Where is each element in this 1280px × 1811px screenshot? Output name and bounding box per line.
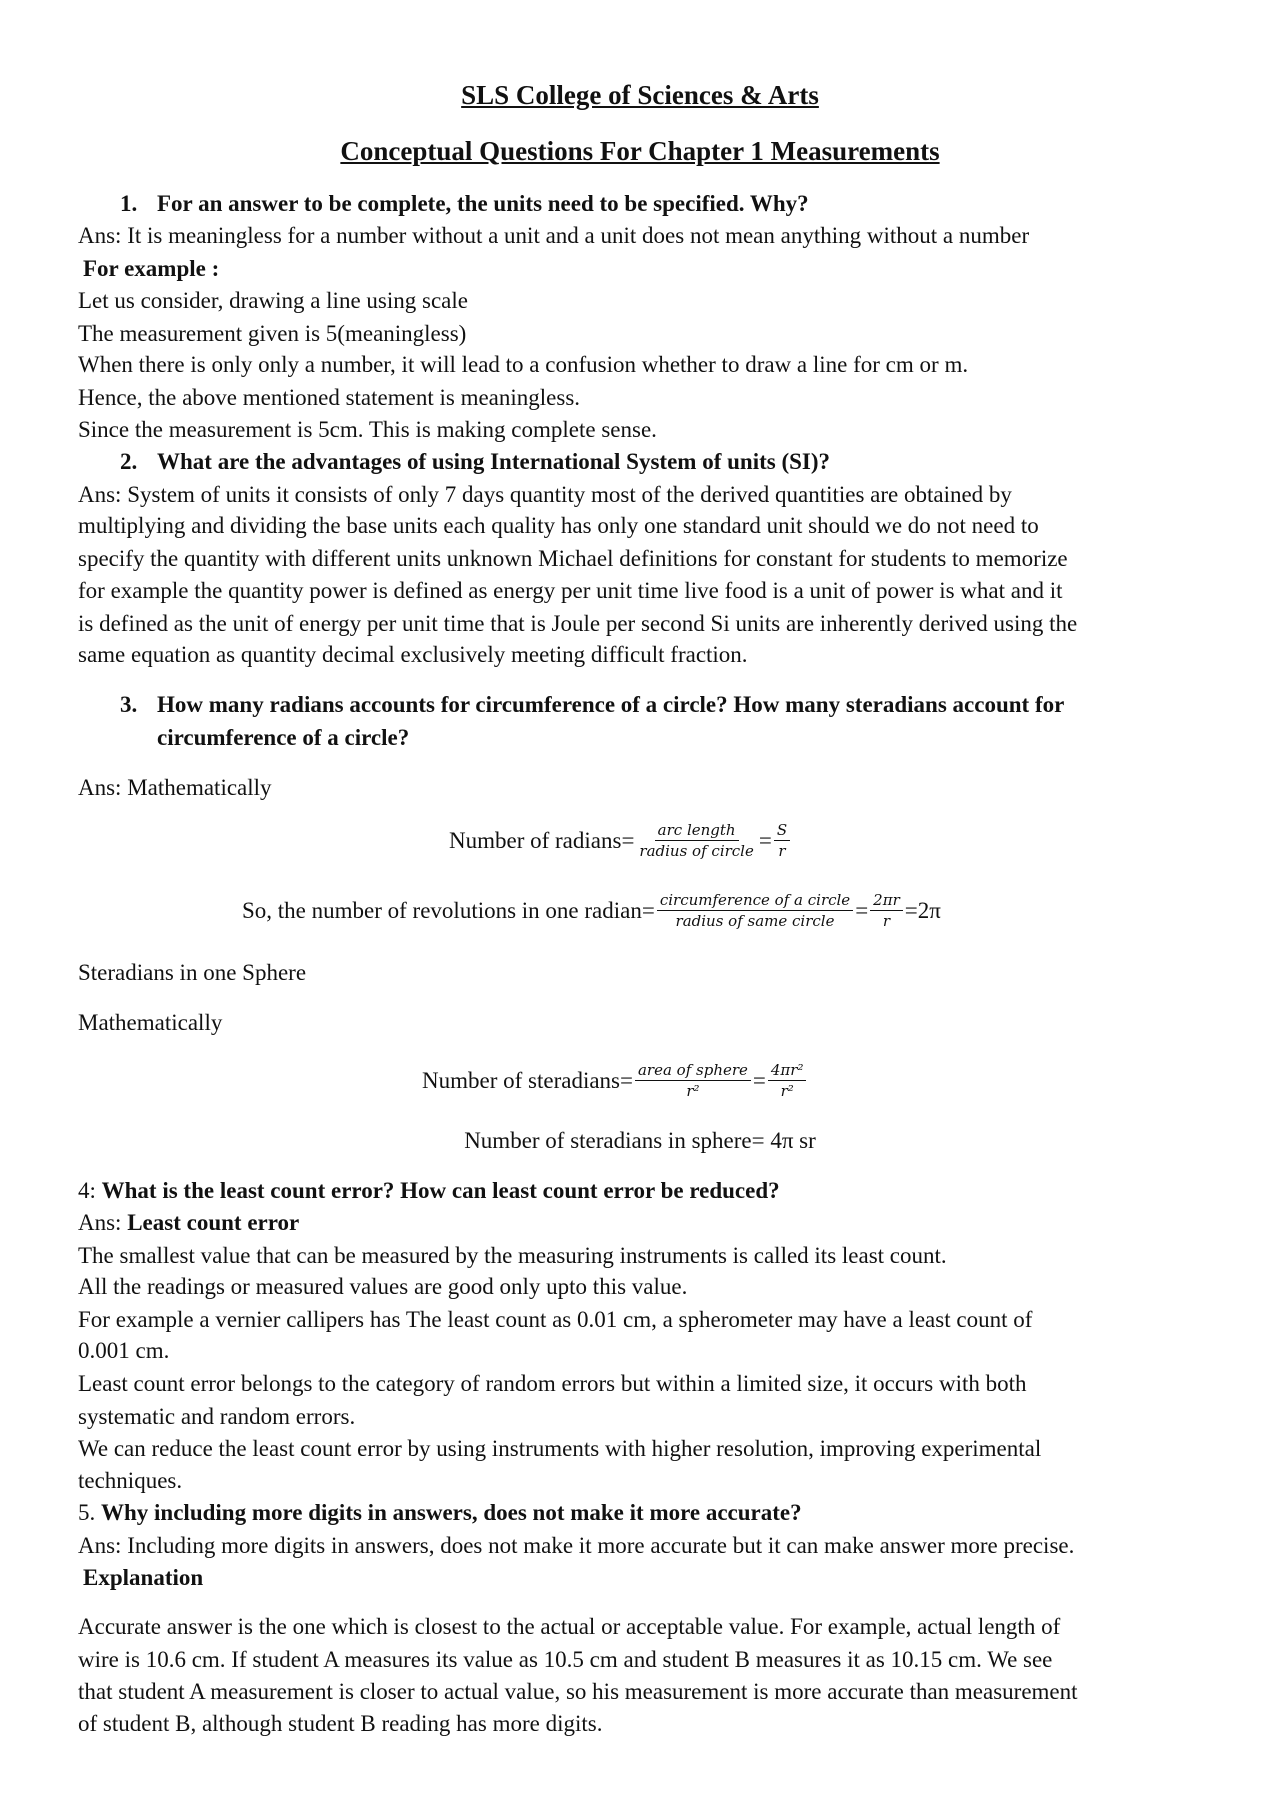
answer-line: The smallest value that can be measured by the measuring instruments is called its least count. (78, 1243, 947, 1268)
answer-line: is defined as the unit of energy per unit time that is Joule per second Si units are inherently derived using the (78, 611, 1078, 636)
fraction (870, 890, 903, 931)
answer-line: Since the measurement is 5cm. This is making complete sense. (78, 417, 657, 442)
fraction (768, 1060, 807, 1101)
denominator: radius of circle (639, 842, 754, 860)
ans-prefix: Ans: (78, 1210, 122, 1235)
numerator: arc length (655, 820, 739, 841)
college-title: SLS College of Sciences & Arts (461, 80, 819, 110)
eq-label: Number of steradians= (422, 1067, 633, 1093)
answer-line: of student B, although student B reading has more digits. (78, 1711, 603, 1736)
denominator: r (778, 842, 786, 860)
answer-line: same equation as quantity decimal exclusively meeting difficult fraction. (78, 642, 748, 667)
eq-label: Number of radians= (449, 827, 635, 853)
answer-heading (78, 1207, 299, 1239)
answer-line: multiplying and dividing the base units each quality has only one standard unit should we do not need to (78, 513, 1039, 538)
numerator: 4πr² (768, 1060, 807, 1081)
answer-line: Ans: System of units it consists of only 7 days quantity most of the derived quantities are obtained by (78, 482, 1012, 507)
answer-line: Ans: Mathematically (78, 775, 272, 800)
equals: = (758, 827, 772, 853)
question-text: Why including more digits in answers, does not make it more accurate? (101, 1500, 802, 1525)
text-line: Steradians in one Sphere (78, 960, 307, 985)
equation-sphere: Number of steradians in sphere= 4π sr (464, 1128, 816, 1153)
numerator: 2πr (870, 890, 903, 911)
question-number: 2. (120, 449, 138, 474)
explanation-heading: Explanation (83, 1565, 204, 1590)
answer-line: Least count error belongs to the category of random errors but within a limited size, it occurs with both (78, 1371, 1027, 1396)
equals: = (855, 897, 869, 923)
answer-line: specify the quantity with different units unknown Michael definitions for constant for students to memorize (78, 546, 1068, 571)
result: =2π (904, 897, 941, 923)
answer-line: Accurate answer is the one which is closest to the actual or acceptable value. For example, actual length of (78, 1614, 1061, 1639)
answer-line: For example a vernier callipers has The least count as 0.01 cm, a spherometer may have a least count of (78, 1307, 1033, 1332)
equation-revolutions (242, 890, 941, 931)
answer-line: wire is 10.6 cm. If student A measures its value as 10.5 cm and student B measures it as 10.15 cm. We see (78, 1647, 1053, 1672)
question-1: For an answer to be complete, the units need to be specified. Why? (157, 191, 809, 216)
eq-label: So, the number of revolutions in one radian= (242, 897, 655, 923)
question-4 (78, 1175, 780, 1207)
denominator: radius of same circle (675, 912, 835, 930)
least-count-heading: Least count error (127, 1210, 300, 1235)
denominator: r (882, 912, 891, 930)
fraction (657, 890, 853, 931)
fraction (636, 820, 756, 861)
denominator: r² (780, 1082, 794, 1100)
text-line: Mathematically (78, 1010, 223, 1035)
numerator: area of sphere (635, 1060, 751, 1081)
equation-radians (449, 820, 792, 861)
denominator: r² (686, 1082, 700, 1100)
equals: = (752, 1067, 766, 1093)
answer-line: that student A measurement is closer to actual value, so his measurement is more accurate than measurement (78, 1679, 1078, 1704)
answer-line: Ans: Including more digits in answers, does not make it more accurate but it can make answer more precise. (78, 1533, 1075, 1558)
equation-steradians (422, 1060, 808, 1101)
question-2: What are the advantages of using International System of units (SI)? (157, 449, 831, 474)
page-title: Conceptual Questions For Chapter 1 Measurements (340, 136, 940, 166)
answer-line: Hence, the above mentioned statement is meaningless. (78, 385, 581, 410)
answer-line: The measurement given is 5(meaningless) (78, 321, 467, 346)
fraction (635, 1060, 751, 1101)
question-number: 1. (120, 191, 138, 216)
answer-line: systematic and random errors. (78, 1404, 356, 1429)
question-number: 5. (78, 1500, 96, 1525)
answer-line: We can reduce the least count error by using instruments with higher resolution, improving experimental (78, 1436, 1042, 1461)
numerator: S (774, 820, 790, 841)
answer-line: for example the quantity power is defined as energy per unit time live food is a unit of power is what and it (78, 578, 1063, 603)
question-text: What is the least count error? How can least count error be reduced? (101, 1178, 780, 1203)
answer-line: techniques. (78, 1468, 183, 1493)
answer-line: When there is only only a number, it will lead to a confusion whether to draw a line for cm or m. (78, 352, 969, 377)
question-3: How many radians accounts for circumference of a circle? How many steradians account for (157, 692, 1065, 717)
answer-line: Let us consider, drawing a line using scale (78, 288, 468, 313)
numerator: circumference of a circle (657, 890, 853, 911)
question-number: 3. (120, 692, 138, 717)
fraction (774, 820, 790, 861)
answer-line: All the readings or measured values are good only upto this value. (78, 1274, 688, 1299)
question-3-cont: circumference of a circle? (157, 725, 410, 750)
answer-line: 0.001 cm. (78, 1338, 170, 1363)
example-heading: For example : (83, 256, 220, 281)
answer-line: Ans: It is meaningless for a number without a unit and a unit does not mean anything without a number (78, 223, 1030, 248)
question-number: 4: (78, 1178, 96, 1203)
question-5 (78, 1497, 802, 1529)
